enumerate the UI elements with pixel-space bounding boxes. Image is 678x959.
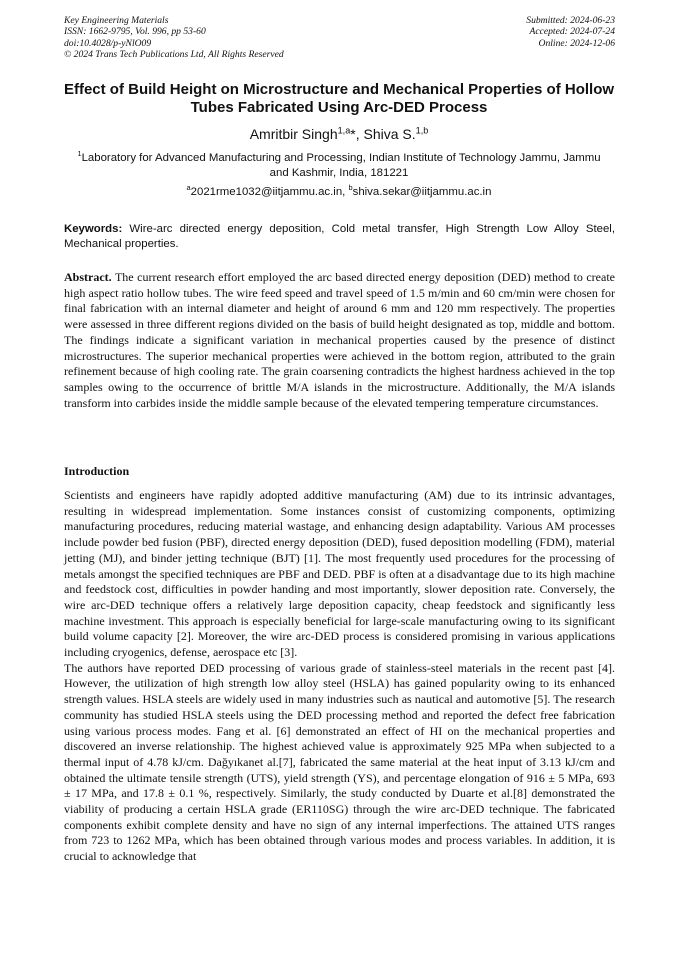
author-2-name: Shiva S. (363, 126, 416, 142)
introduction-body (64, 488, 615, 865)
affiliation (70, 151, 608, 181)
accepted-date: Accepted: 2024-07-24 (529, 26, 615, 38)
keywords (64, 222, 615, 251)
journal-name: Key Engineering Materials (64, 15, 169, 26)
keywords-text: Wire-arc directed energy deposition, Cold metal transfer, High Strength Low Alloy Steel, Mechanical properties. (64, 223, 615, 250)
email-b[interactable]: shiva.sekar@iitjammu.ac.in (352, 186, 492, 198)
paper-title: Effect of Build Height on Microstructure and Mechanical Properties of Hollow Tubes Fabricated Using Arc-DED Process (63, 81, 615, 116)
introduction-heading: Introduction (64, 464, 130, 478)
author-2-affil-mark: 1,b (415, 125, 429, 136)
email-line (0, 183, 678, 198)
submitted-date: Submitted: 2024-06-23 (526, 15, 615, 26)
affiliation-mark: 1 (77, 149, 82, 159)
email-b-mark: b (348, 183, 353, 193)
intro-paragraph-1: Scientists and engineers have rapidly adopted additive manufacturing (AM) due to its intrinsic advantages, resulting in widespread implementation. Some instances consist of customizing components, optimizing manufacturing procedures, reducing material wastage, and enhancing design adaptability. Various AM processes include powder bed fusion (PBF), directed energy deposition (DED), fused deposition modelling (FDM), material jetting (MJ), and binder jetting technique (BJT) [1]. The most frequently used procedures for the processing of metals amongst the specified techniques are PBF and DED. PBF is often at a disadvantage due to its high machine and feedstock cost, difficulties in powder handing and most importantly, slower deposition rate. Conversely, the wire arc-DED technique offers a relatively large deposition capacity, cheap feedstock and significantly less machine investment. This approach is especially beneficial for large-scale manufacturing owing to its significant build volume capacity [2]. Moreover, the wire arc-DED process is considered promising in various applications including cryogenics, defense, aerospace etc [3]. (64, 488, 615, 660)
intro-paragraph-2: The authors have reported DED processing of various grade of stainless-steel materials in the recent past [4]. However, the utilization of high strength low alloy steel (HSLA) has gained popularity owing to its enhanced strength values. HSLA steels are widely used in many industries such as nautical and automotive [5]. The research community has studied HSLA steels using the DED processing method and reported the defect free fabrication using various process modes. Fang et al. [6] demonstrated an effect of HI on the mechanical properties and discovered an inverse relationship. The highest achieved value is approximately 925 MPa when subjected to a thermal input of 4.78 kJ/cm. Dağyıkanet al.[7], fabricated the same material at the heat input of 3.13 kJ/cm and obtained the ultimate tensile strength (UTS), yield strength (YS), and percentage elongation of 916 ± 5 MPa, 693 ± 17 MPa, and 17.8 ± 0.1 %, respectively. Similarly, the study conducted by Duarte et al.[8] demonstrated the viability of producing a certain HSLA grade (ER110SG) through the wire arc-DED technique. The fabricated components exhibit complete density and have no sign of any internal imperfections. The attained UTS ranges from 723 to 1262 MPa, which has been obtained through various modes and process variables. In addition, it is crucial to acknowledge that (64, 660, 615, 864)
corresponding-author-mark: *, (350, 126, 364, 142)
author-line (0, 126, 678, 142)
keywords-label: Keywords: (64, 223, 123, 235)
copyright-notice: © 2024 Trans Tech Publications Ltd, All Rights Reserved (64, 48, 284, 60)
header-right (526, 15, 615, 49)
author-1-name: Amritbir Singh (249, 126, 338, 142)
abstract-label: Abstract. (64, 270, 112, 284)
author-1-affil-mark: 1,a (337, 125, 351, 136)
abstract-text: The current research effort employed the arc based directed energy deposition (DED) method to create high aspect ratio hollow tubes. The wire feed speed and travel speed of 1.5 m/min and 60 cm/min were chosen for final fabrication with an internal diameter and height of around 6 mm and 120 mm respectively. The properties were assessed in three different regions divided on the basis of build height designated as top, middle and bottom. The findings indicate a significant variation in mechanical properties caused by the presence of distinct microstructures. The superior mechanical properties were achieved in the bottom region, attributed to the grain refinement because of high cooling rate. The grain coarsening contradicts the highest hardness achieved in the top samples owing to the occurrence of brittle M/A islands in the microstructure. Additionally, the M/A islands transform into carbides inside the middle sample because of the elevated tempering temperature circumstances. (64, 270, 615, 410)
header-left (64, 15, 284, 60)
issn-info: ISSN: 1662-9795, Vol. 996, pp 53-60 (64, 26, 206, 38)
abstract (64, 270, 615, 411)
affiliation-text: Laboratory for Advanced Manufacturing and Processing, Indian Institute of Technology Jammu, Jammu and Kashmir, India, 181221 (81, 152, 601, 179)
doi-link[interactable]: doi:10.4028/p-yNlO09 (64, 37, 152, 49)
online-date: Online: 2024-12-06 (538, 37, 615, 49)
email-a[interactable]: 2021rme1032@iitjammu.ac.in, (190, 186, 349, 198)
email-a-mark: a (186, 183, 191, 193)
